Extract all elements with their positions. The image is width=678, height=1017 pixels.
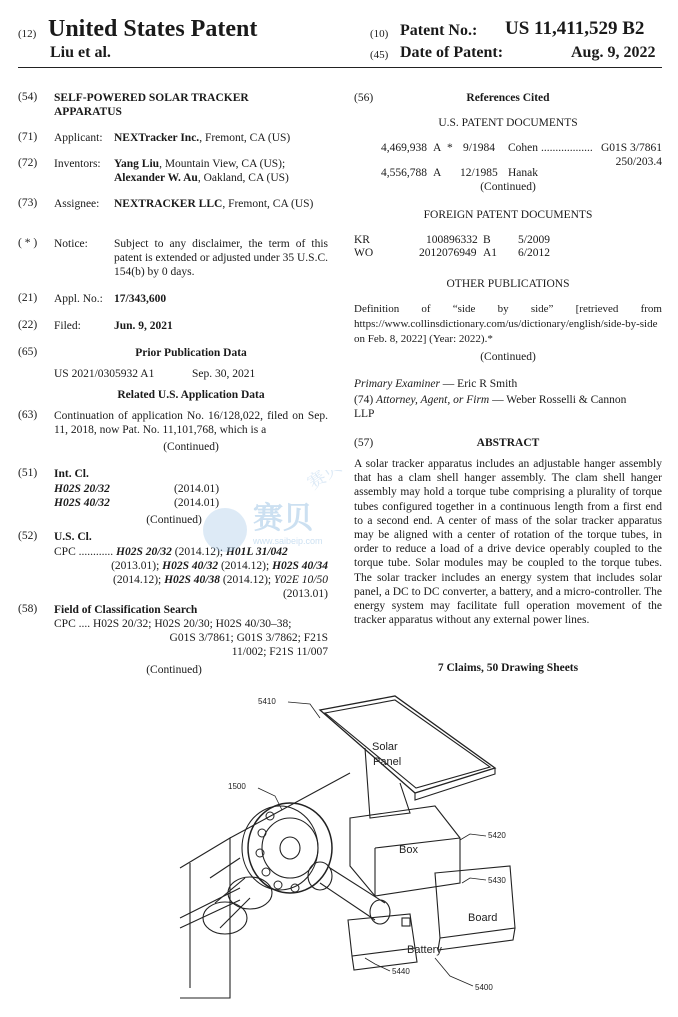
int-cl-code-2: H02S 40/32	[54, 497, 110, 509]
us-doc-1-kind: A	[433, 142, 442, 154]
code-65: (65)	[18, 346, 38, 358]
code-21: (21)	[18, 292, 38, 304]
label-battery: Battery	[407, 944, 442, 956]
code-71: (71)	[18, 131, 38, 143]
foreign-doc-2-kind: A1	[483, 247, 498, 259]
continued-3: (Continued)	[146, 664, 202, 676]
other-pubs-heading: OTHER PUBLICATIONS	[446, 278, 570, 290]
patent-no-label: Patent No.:	[400, 22, 478, 39]
label-box: Box	[399, 844, 418, 856]
filed-label: Filed:	[54, 320, 81, 332]
claims-count: 7 Claims, 50 Drawing Sheets	[437, 662, 579, 674]
code-12: (12)	[18, 28, 37, 40]
ref-5410: 5410	[258, 697, 276, 706]
continuation-text: Continuation of application No. 16/128,022, filed on Sep. 11, 2018, now Pat. No. 11,101,768, which is a	[54, 410, 328, 436]
us-doc-1-class-2: 250/203.4	[615, 156, 662, 168]
prior-pub-heading: Prior Publication Data	[135, 347, 247, 359]
foreign-doc-2-no: 2012076949	[419, 247, 477, 259]
continued-other: (Continued)	[480, 351, 536, 363]
foreign-doc-1-country: KR	[354, 234, 370, 246]
label-board: Board	[468, 912, 498, 924]
code-notice: ( * )	[18, 237, 38, 249]
ref-1500: 1500	[228, 782, 246, 791]
us-cl-line-4: (2013.01)	[282, 588, 328, 600]
us-doc-1-star: *	[447, 142, 453, 154]
field-search-line-3: 11/002; F21S 11/007	[231, 646, 328, 658]
attorney: (74) Attorney, Agent, or Firm — Weber Rosselli & Cannon LLP	[354, 394, 627, 420]
primary-examiner: Primary Examiner — Eric R Smith	[354, 378, 518, 390]
us-doc-1-dots: ..................	[541, 142, 593, 154]
appl-no: 17/343,600	[114, 293, 167, 305]
assignee: NEXTRACKER LLC, Fremont, CA (US)	[114, 198, 314, 210]
representative-drawing	[170, 688, 530, 1008]
svg-text:www.saibeip.com: www.saibeip.com	[253, 536, 323, 546]
assignee-label: Assignee:	[54, 198, 100, 210]
prior-pub-no: US 2021/0305932 A1	[54, 368, 155, 380]
field-search-label: Field of Classification Search	[54, 604, 198, 616]
applicant-label: Applicant:	[54, 132, 103, 144]
watermark	[195, 470, 395, 580]
patent-authors: Liu et al.	[50, 44, 111, 61]
field-search-line-2: G01S 3/7861; G01S 3/7862; F21S	[169, 632, 328, 644]
patent-number: US 11,411,529 B2	[505, 18, 645, 39]
foreign-docs-heading: FOREIGN PATENT DOCUMENTS	[423, 209, 593, 221]
int-cl-date-1: (2014.01)	[174, 483, 220, 495]
code-45: (45)	[370, 49, 389, 61]
field-search-line-1: CPC .... H02S 20/32; H02S 20/30; H02S 40/30–38;	[54, 618, 292, 630]
us-doc-2-no: 4,556,788	[381, 167, 427, 179]
us-doc-1-name: Cohen	[508, 142, 539, 154]
foreign-doc-2-date: 6/2012	[518, 247, 550, 259]
notice-label: Notice:	[54, 238, 88, 250]
code-72: (72)	[18, 157, 38, 169]
ref-5420: 5420	[488, 831, 506, 840]
applicant: NEXTracker Inc., Fremont, CA (US)	[114, 132, 291, 144]
appl-no-label: Appl. No.:	[54, 293, 103, 305]
ref-5440: 5440	[392, 967, 410, 976]
us-cl-line-2: (2013.01); H02S 40/32 (2014.12); H02S 40/34	[111, 560, 328, 572]
int-cl-code-1: H02S 20/32	[54, 483, 110, 495]
code-54: (54)	[18, 91, 38, 103]
abstract-text: A solar tracker apparatus includes an adjustable hanger assembly that has a clam shell hanger assembly. The clam shell hanger assembly may hold a torque tube comprising a plurality of torque tubes configured together in a continuous length from a first end to a second end. A center of mass of the solar tracker apparatus may be aligned with a center of rotation of the torque tubes, in order to reduce a load of a drive device operably coupled to the torque tube. Solar modules may be coupled to the torque tubes. The solar tracker includes an energy system that includes solar panel, a DC to DC converter, a battery, and a micro-controller. The energy system may facilitate full operation movement of the tracker apparatus without any external power lines.	[354, 458, 662, 627]
code-58: (58)	[18, 603, 38, 615]
code-52: (52)	[18, 530, 38, 542]
svg-text:赛贝知识	[304, 470, 375, 493]
foreign-doc-1-kind: B	[483, 234, 491, 246]
int-cl-label: Int. Cl.	[54, 468, 89, 480]
label-panel: Panel	[373, 756, 402, 768]
code-56: (56)	[354, 92, 374, 104]
code-63: (63)	[18, 409, 38, 421]
us-doc-1-no: 4,469,938	[381, 142, 427, 154]
code-73: (73)	[18, 197, 38, 209]
us-doc-2-date: 12/1985	[460, 167, 498, 179]
code-22: (22)	[18, 319, 38, 331]
watermark-logo-icon	[203, 508, 247, 552]
code-51: (51)	[18, 467, 38, 479]
refs-heading: References Cited	[466, 92, 550, 104]
int-cl-date-2: (2014.01)	[174, 497, 220, 509]
invention-title: SELF-POWERED SOLAR TRACKER APPARATUS	[54, 92, 249, 118]
notice-text: Subject to any disclaimer, the term of this patent is extended or adjusted under 35 U.S.C. 154(b) by 0 days.	[114, 238, 328, 278]
inventors: Yang Liu, Mountain View, CA (US); Alexander W. Au, Oakland, CA (US)	[114, 158, 289, 184]
battery-shape	[348, 914, 415, 956]
us-doc-2-kind: A	[433, 167, 442, 179]
continued-refs: (Continued)	[480, 181, 536, 193]
patent-header-title: United States Patent	[48, 16, 258, 42]
solar-panel-shape	[320, 696, 495, 793]
us-docs-heading: U.S. PATENT DOCUMENTS	[438, 117, 578, 129]
foreign-doc-1-date: 5/2009	[518, 234, 550, 246]
us-cl-label: U.S. Cl.	[54, 531, 92, 543]
us-cl-line-3: (2014.12); H02S 40/38 (2014.12); Y02E 10/50	[112, 574, 328, 586]
continued-2: (Continued)	[146, 514, 202, 526]
prior-pub-date: Sep. 30, 2021	[192, 368, 256, 380]
ref-5400: 5400	[475, 983, 493, 992]
date-label: Date of Patent:	[400, 44, 504, 61]
us-doc-1-date: 9/1984	[463, 142, 495, 154]
svg-text:赛贝: 赛贝	[253, 502, 313, 535]
us-doc-2-name: Hanak	[508, 167, 539, 179]
label-solar: Solar	[372, 741, 398, 753]
abstract-heading: ABSTRACT	[476, 437, 540, 449]
us-doc-1-class: G01S 3/7861	[600, 142, 662, 154]
continued-1: (Continued)	[163, 441, 219, 453]
other-pubs-text: Definition of “side by side” [retrieved from https://www.collinsdictionary.com/us/dictionary/english/side-by-side on Feb. 8, 2022] (Year: 2022).*	[354, 303, 662, 345]
related-heading: Related U.S. Application Data	[117, 389, 265, 401]
code-10: (10)	[370, 28, 389, 40]
foreign-doc-2-country: WO	[354, 247, 374, 259]
header-rule	[18, 67, 662, 68]
us-cl-line-1: CPC ............ H02S 20/32 (2014.12); H01L 31/042	[54, 546, 288, 558]
patent-date: Aug. 9, 2022	[571, 44, 656, 61]
foreign-doc-1-no: 100896332	[426, 234, 478, 246]
filed-date: Jun. 9, 2021	[114, 320, 173, 332]
code-57: (57)	[354, 437, 374, 449]
ref-5430: 5430	[488, 876, 506, 885]
inventors-label: Inventors:	[54, 158, 101, 170]
